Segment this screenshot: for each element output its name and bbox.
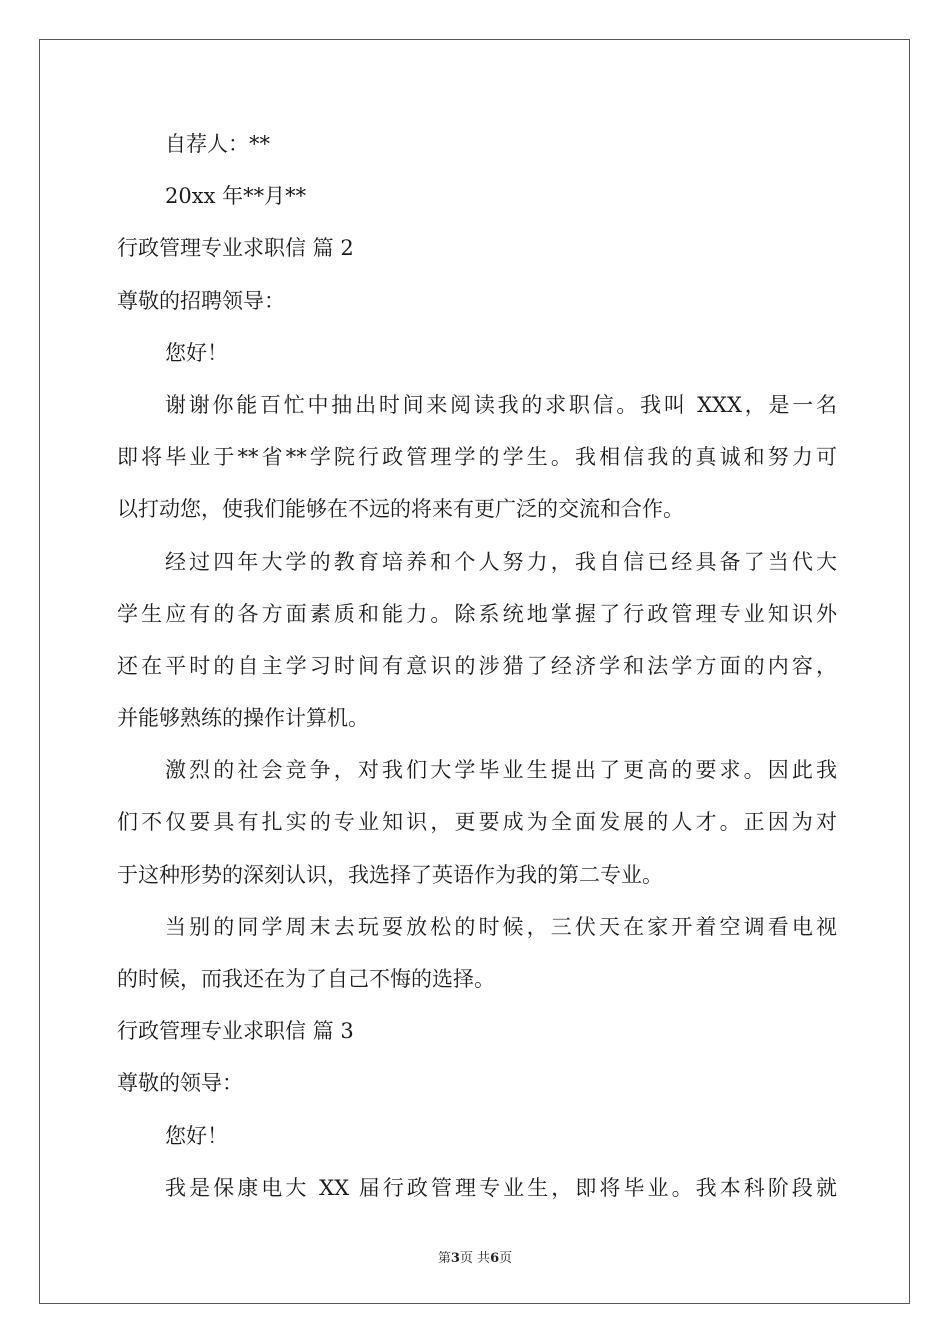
section-heading: 行政管理专业求职信 篇 2 <box>117 236 354 261</box>
current-page-number: 3 <box>450 1251 460 1266</box>
text-line: 并能够熟练的操作计算机。 <box>117 706 369 731</box>
greeting: 您好！ <box>165 340 228 365</box>
section-heading: 行政管理专业求职信 篇 3 <box>117 1019 354 1044</box>
text-line: 当别的同学周末去玩耍放松的时候，三伏天在家开着空调看电视 <box>165 914 837 939</box>
total-page-number: 6 <box>490 1251 500 1266</box>
text-line: 们不仅要具有扎实的专业知识，更要成为全面发展的人才。正因为对 <box>117 810 837 835</box>
text-line: 20xx 年**月** <box>165 184 307 209</box>
footer-mid: 页 共 <box>459 1251 491 1266</box>
salutation: 尊敬的招聘领导： <box>117 288 285 313</box>
text-line: 即将毕业于**省**学院行政管理学的学生。我相信我的真诚和努力可 <box>117 445 837 470</box>
text-line: 经过四年大学的教育培养和个人努力，我自信已经具备了当代大 <box>165 549 837 574</box>
text-line: 学生应有的各方面素质和能力。除系统地掌握了行政管理专业知识外 <box>117 601 837 626</box>
text-line: 还在平时的自主学习时间有意识的涉猎了经济学和法学方面的内容， <box>117 653 837 678</box>
text-line: 谢谢你能百忙中抽出时间来阅读我的求职信。我叫 XXX，是一名 <box>165 392 837 417</box>
page-footer <box>0 1247 950 1266</box>
text-line: 自荐人：** <box>165 132 270 156</box>
text-line: 我是保康电大 XX 届行政管理专业生，即将毕业。我本科阶段就 <box>165 1175 837 1200</box>
text-line: 的时候，而我还在为了自己不悔的选择。 <box>117 967 495 991</box>
footer-suffix: 页 <box>499 1251 513 1266</box>
text-line: 激烈的社会竞争，对我们大学毕业生提出了更高的要求。因此我 <box>165 758 837 783</box>
footer-prefix: 第 <box>437 1251 451 1266</box>
greeting: 您好！ <box>165 1123 228 1148</box>
text-line: 以打动您，使我们能够在不远的将来有更广泛的交流和合作。 <box>117 497 684 522</box>
document-body <box>117 130 837 1226</box>
salutation: 尊敬的领导： <box>117 1071 243 1096</box>
text-line: 于这种形势的深刻认识，我选择了英语作为我的第二专业。 <box>117 862 663 887</box>
